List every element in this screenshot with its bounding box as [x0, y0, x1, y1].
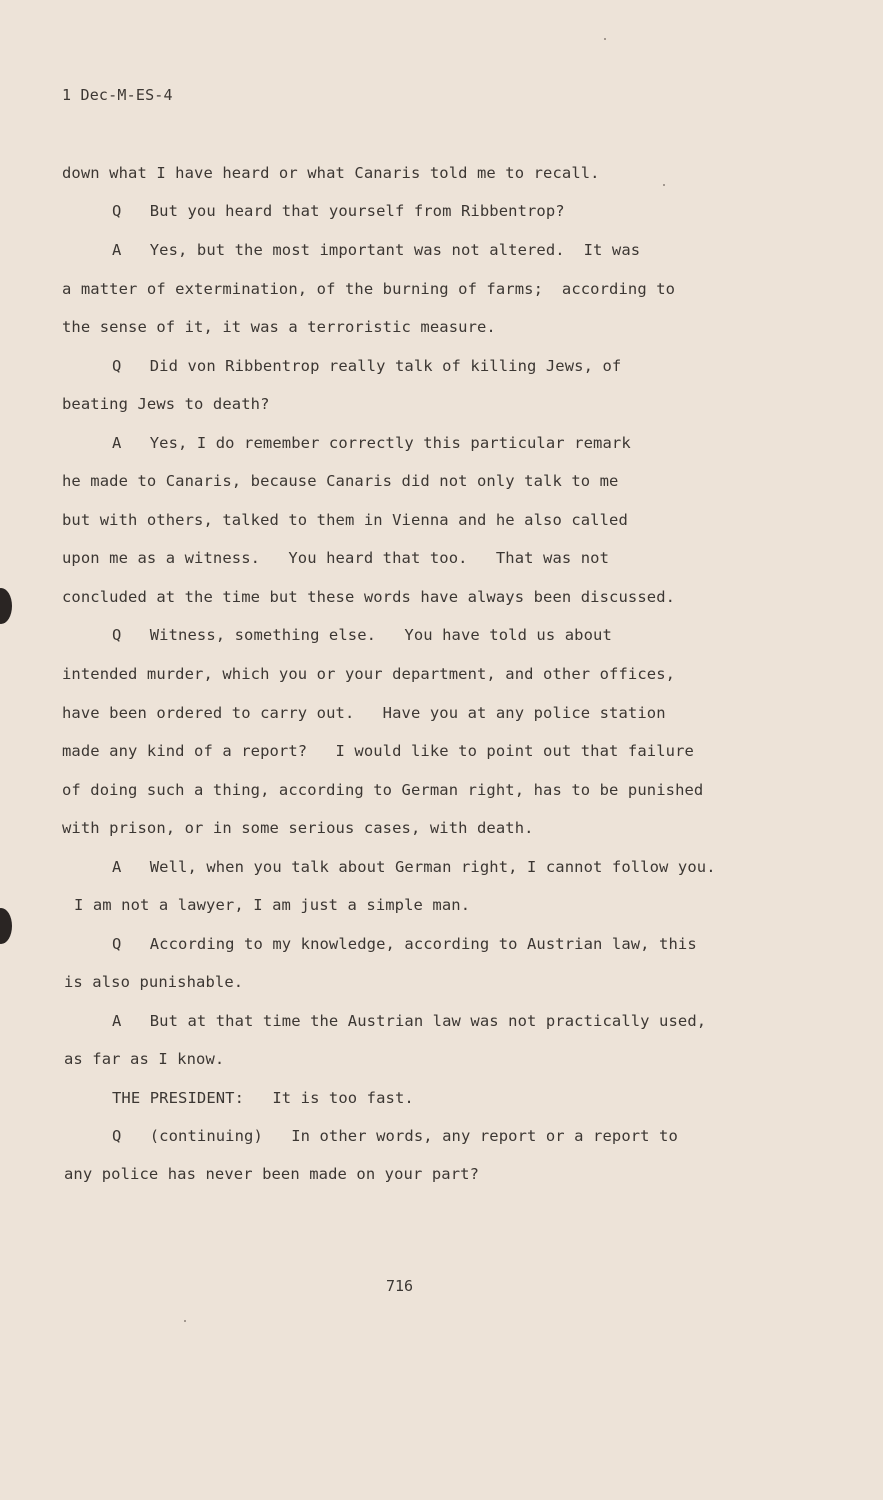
text-line: Q According to my knowledge, according to Austrian law, this	[112, 935, 697, 953]
text-line: THE PRESIDENT: It is too fast.	[112, 1089, 414, 1107]
text-line: I am not a lawyer, I am just a simple man.	[74, 896, 471, 914]
text-line: A Yes, but the most important was not altered. It was	[112, 241, 641, 259]
text-line: is also punishable.	[64, 973, 244, 991]
text-line: concluded at the time but these words have always been discussed.	[62, 588, 676, 606]
text-line: A But at that time the Austrian law was not practically used,	[112, 1012, 707, 1030]
text-line: Q (continuing) In other words, any report or a report to	[112, 1127, 678, 1145]
text-line: Q Did von Ribbentrop really talk of killing Jews, of	[112, 357, 622, 375]
text-line: A Yes, I do remember correctly this particular remark	[112, 434, 631, 452]
text-line: of doing such a thing, according to German right, has to be punished	[62, 781, 704, 799]
text-line: the sense of it, it was a terroristic measure.	[62, 318, 496, 336]
document-header: 1 Dec-M-ES-4	[62, 86, 173, 104]
text-line: down what I have heard or what Canaris told me to recall.	[62, 164, 600, 182]
paper-speck	[184, 1320, 186, 1322]
text-line: beating Jews to death?	[62, 395, 270, 413]
text-line: a matter of extermination, of the burning of farms; according to	[62, 280, 676, 298]
text-line: Q But you heard that yourself from Ribbentrop?	[112, 202, 565, 220]
text-line: Q Witness, something else. You have told us about	[112, 626, 612, 644]
punch-hole	[0, 908, 12, 944]
text-line: made any kind of a report? I would like to point out that failure	[62, 742, 694, 760]
text-line: intended murder, which you or your department, and other offices,	[62, 665, 676, 683]
text-line: upon me as a witness. You heard that too. That was not	[62, 549, 610, 567]
text-line: with prison, or in some serious cases, with death.	[62, 819, 534, 837]
text-line: but with others, talked to them in Vienna and he also called	[62, 511, 628, 529]
text-line: as far as I know.	[64, 1050, 225, 1068]
text-line: he made to Canaris, because Canaris did not only talk to me	[62, 472, 619, 490]
paper-speck	[663, 184, 665, 186]
text-line: have been ordered to carry out. Have you at any police station	[62, 704, 666, 722]
text-line: any police has never been made on your part?	[64, 1165, 479, 1183]
punch-hole	[0, 588, 12, 624]
text-line: A Well, when you talk about German right, I cannot follow you.	[112, 858, 716, 876]
paper-speck	[604, 38, 606, 40]
page-number: 716	[386, 1277, 414, 1295]
